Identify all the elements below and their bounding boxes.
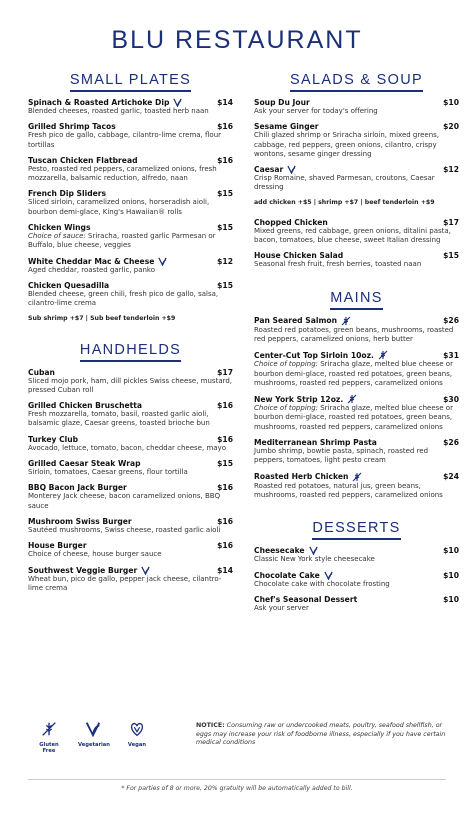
- menu-item: [28, 541, 233, 559]
- menu-item: [254, 251, 459, 269]
- menu-item: [254, 122, 459, 159]
- item-description: Mixed greens, red cabbage, green onions, ditalini pasta, bacon, tomatoes, blue cheese, sweet Italian dressing: [254, 226, 451, 245]
- vegan-icon: [128, 720, 146, 738]
- item-price: $15: [217, 223, 233, 233]
- menu-item: [28, 223, 233, 251]
- item-name: Turkey Club: [28, 434, 79, 444]
- item-name: House Burger: [28, 541, 87, 551]
- menu-item: [254, 316, 459, 345]
- item-name: Chicken Quesadilla: [28, 280, 110, 290]
- legend-gluten-free: [34, 720, 64, 754]
- item-price: $15: [217, 189, 233, 199]
- item-description: Seasonal fresh fruit, fresh berries, toasted naan: [254, 260, 422, 269]
- item-description: Sliced sirloin, caramelized onions, horseradish aioli, bourbon demi-glace, King's Hawaiian® rolls: [28, 198, 210, 216]
- item-name: New York Strip 12oz.: [254, 394, 344, 404]
- item-price: $12: [443, 165, 459, 175]
- item-price: $15: [443, 251, 459, 261]
- item-description: Pesto, roasted red peppers, caramelized onions, fresh mozzarella, balsamic reduction, alfredo, naan: [28, 164, 217, 183]
- vegetarian-icon: [158, 257, 167, 266]
- item-price: $20: [443, 122, 459, 132]
- legend-label: Gluten Free: [39, 742, 59, 754]
- item-description-prefix: Choice of topping:: [254, 404, 319, 413]
- item-price: $16: [217, 516, 233, 526]
- item-price: $17: [443, 217, 459, 227]
- legend-label: Vegan: [127, 742, 147, 748]
- item-price: $16: [217, 401, 233, 411]
- menu-item: [28, 401, 233, 429]
- item-description: Fresh mozzarella, tomato, basil, roasted garlic aioli, balsamic glaze, Caesar greens, toasted brioche bun: [28, 410, 210, 428]
- right-column: [254, 72, 459, 627]
- add-on-line: Sub shrimp +$7 | Sub beef tenderloin +$9: [28, 314, 176, 322]
- item-description: Blended cheeses, roasted garlic, toasted herb naan: [28, 107, 209, 115]
- item-description: Choice of cheese, house burger sauce: [28, 550, 162, 559]
- menu-item: [254, 165, 459, 193]
- item-name: Grilled Shrimp Tacos: [28, 122, 116, 132]
- item-price: $10: [443, 594, 459, 604]
- item-name: Chicken Wings: [28, 223, 91, 233]
- food-safety-notice: [196, 722, 446, 748]
- item-name: BBQ Bacon Jack Burger: [28, 483, 127, 493]
- gluten-free-icon: [378, 350, 388, 360]
- handhelds-section: [28, 342, 233, 594]
- menu-item: [28, 368, 233, 396]
- restaurant-title: BLU RESTAURANT: [111, 26, 363, 54]
- item-price: $17: [217, 367, 233, 377]
- item-price: $24: [443, 472, 459, 482]
- item-price: $26: [443, 316, 459, 326]
- item-description: Wheat bun, pico de gallo, pepper jack cheese, cilantro-lime crema: [28, 574, 222, 592]
- desserts-heading: DESSERTS: [312, 520, 400, 540]
- legend-vegan: [122, 720, 152, 754]
- item-description: Roasted red potatoes, green beans, mushrooms, roasted red peppers, caramelized onions, herb butter: [254, 325, 454, 343]
- item-name: Chocolate Cake: [254, 570, 320, 580]
- item-description: Sliced mojo pork, ham, dill pickles Swiss cheese, mustard, pressed Cuban roll: [28, 376, 233, 394]
- item-description-text: Sriracha glaze, melted blue cheese or bourbon demi-glace, roasted red potatoes, green beans, mushrooms, roasted red peppers, caramelized onions: [254, 404, 453, 431]
- item-name: Chopped Chicken: [254, 217, 328, 227]
- menu-item: [28, 566, 233, 594]
- item-price: $16: [217, 155, 233, 165]
- add-on-line: add chicken +$5 | shrimp +$7 | beef tenderloin +$9: [254, 198, 435, 206]
- menu-item: [28, 459, 233, 477]
- item-name: Tuscan Chicken Flatbread: [28, 155, 138, 165]
- desserts-section: [254, 520, 459, 613]
- notice-text: Consuming raw or undercooked meats, poultry, seafood shellfish, or eggs may increase your risk of foodborne illness, especially if you have certain medical conditions: [196, 722, 446, 746]
- item-price: $16: [217, 434, 233, 444]
- notice-label: NOTICE:: [196, 722, 225, 729]
- item-description: Crisp Romaine, shaved Parmesan, croutons, Caesar dressing: [254, 174, 435, 192]
- item-description: Sirloin, tomatoes, Caesar greens, flour tortilla: [28, 468, 188, 477]
- item-name: Mushroom Swiss Burger: [28, 516, 132, 526]
- item-price: $16: [217, 122, 233, 132]
- menu-item: [254, 394, 459, 432]
- vegetarian-icon: [84, 720, 102, 738]
- small-plates-section: [28, 72, 233, 322]
- vegetarian-icon: [141, 566, 150, 575]
- item-price: $12: [217, 256, 233, 266]
- vegetarian-icon: [309, 546, 318, 555]
- salads-heading: SALADS & SOUP: [290, 72, 423, 92]
- item-description: [28, 232, 233, 251]
- item-description: Chili glazed shrimp or Sriracha sirloin, mixed greens, cabbage, red peppers, green onions, cilantro, crispy wontons, sesame ginger dressing: [254, 131, 440, 158]
- handhelds-heading: HANDHELDS: [80, 342, 181, 362]
- item-name: Pan Seared Salmon: [254, 316, 337, 326]
- item-description: Chocolate cake with chocolate frosting: [254, 579, 390, 588]
- small-plates-heading: SMALL PLATES: [70, 72, 191, 92]
- menu-item: [28, 517, 233, 535]
- legend-label: Vegetarian: [78, 742, 110, 748]
- item-name: Mediterranean Shrimp Pasta: [254, 438, 377, 448]
- menu-item: [28, 189, 233, 217]
- menu-item: [28, 435, 233, 453]
- item-price: $16: [217, 541, 233, 551]
- menu-item: [254, 546, 459, 564]
- vegetarian-icon: [287, 165, 296, 174]
- item-price: $16: [217, 483, 233, 493]
- item-description: Classic New York style cheesecake: [254, 555, 375, 564]
- item-price: $10: [443, 98, 459, 107]
- item-name: House Chicken Salad: [254, 251, 344, 261]
- menu-item: [28, 122, 233, 150]
- vegetarian-icon: [173, 98, 182, 107]
- item-name: Cheesecake: [254, 546, 305, 556]
- item-description-prefix: Choice of sauce:: [28, 232, 86, 241]
- item-price: $10: [443, 546, 459, 556]
- item-price: $10: [443, 570, 459, 580]
- item-name: French Dip Sliders: [28, 189, 107, 199]
- item-price: $26: [443, 438, 459, 448]
- mains-section: [254, 290, 459, 501]
- item-description-prefix: Choice of topping:: [254, 360, 319, 369]
- menu-item: [254, 595, 459, 613]
- item-name: Chef's Seasonal Dessert: [254, 594, 358, 604]
- item-price: $14: [217, 565, 233, 575]
- item-name: Grilled Caesar Steak Wrap: [28, 459, 141, 469]
- item-description: Sautéed mushrooms, Swiss cheese, roasted garlic aioli: [28, 525, 221, 534]
- item-description: Aged cheddar, roasted garlic, panko: [28, 265, 156, 274]
- item-name: White Cheddar Mac & Cheese: [28, 256, 155, 266]
- item-description: Avocado, lettuce, tomato, bacon, cheddar cheese, mayo: [28, 443, 226, 452]
- dietary-legend: [34, 720, 152, 754]
- vegetarian-icon: [324, 571, 333, 580]
- item-price: $31: [443, 350, 459, 360]
- gluten-free-icon: [347, 394, 357, 404]
- item-name: Cuban: [28, 367, 55, 377]
- item-name: Grilled Chicken Bruschetta: [28, 401, 143, 411]
- menu-item: [254, 350, 459, 388]
- item-name: Center-Cut Top Sirloin 10oz.: [254, 350, 374, 360]
- menu-item: [28, 483, 233, 511]
- item-description: Roasted red potatoes, natural jus, green beans, mushrooms, roasted red peppers, caramelized onions: [254, 481, 443, 499]
- footer-divider: [28, 779, 446, 780]
- menu-item: [28, 257, 233, 275]
- menu-item: [254, 571, 459, 589]
- item-price: $14: [217, 98, 233, 107]
- gratuity-note: * For parties of 8 or more, 20% gratuity will be automatically added to bill.: [121, 785, 353, 792]
- item-price: $15: [217, 459, 233, 469]
- item-description: Blended cheese, green chili, fresh pico de gallo, salsa, cilantro-lime crema: [28, 289, 219, 308]
- menu-item: [254, 218, 459, 246]
- item-name: Roasted Herb Chicken: [254, 472, 349, 482]
- salads-section: [254, 72, 459, 270]
- menu-item: [28, 98, 233, 116]
- menu-item: [254, 98, 459, 116]
- gluten-free-icon: [40, 720, 58, 738]
- item-name: Spinach & Roasted Artichoke Dip: [28, 98, 170, 107]
- left-column: [28, 72, 233, 607]
- item-description: Monterey Jack cheese, bacon caramelized onions, BBQ sauce: [28, 492, 221, 510]
- item-name: Southwest Veggie Burger: [28, 565, 138, 575]
- gluten-free-icon: [352, 472, 362, 482]
- gluten-free-icon: [341, 316, 351, 326]
- item-name: Caesar: [254, 165, 284, 175]
- item-name: Soup Du Jour: [254, 98, 310, 107]
- item-description: Fresh pico de gallo, cabbage, cilantro-lime crema, flour tortillas: [28, 131, 222, 149]
- item-description: [254, 360, 459, 388]
- item-description-text: Sriracha, roasted garlic Parmesan or Buffalo, blue cheese, veggies: [28, 232, 216, 250]
- legend-vegetarian: [78, 720, 108, 754]
- item-description: Ask your server for today's offering: [254, 107, 378, 115]
- menu-item: [28, 281, 233, 309]
- menu-item: [254, 472, 459, 501]
- item-price: $30: [443, 394, 459, 404]
- item-name: Sesame Ginger: [254, 122, 319, 132]
- menu-item: [28, 156, 233, 184]
- item-description: Ask your server: [254, 603, 309, 612]
- item-description: Jumbo shrimp, bowtie pasta, spinach, roasted red peppers, tomatoes, light pesto cream: [254, 447, 429, 465]
- mains-heading: MAINS: [330, 290, 382, 310]
- item-description: [254, 404, 459, 432]
- item-price: $15: [217, 280, 233, 290]
- item-description-text: Sriracha glaze, melted blue cheese or bourbon demi-glace, roasted red potatoes, green beans, mushrooms, roasted red peppers, caramelized onions: [254, 360, 453, 387]
- menu-item: [254, 438, 459, 466]
